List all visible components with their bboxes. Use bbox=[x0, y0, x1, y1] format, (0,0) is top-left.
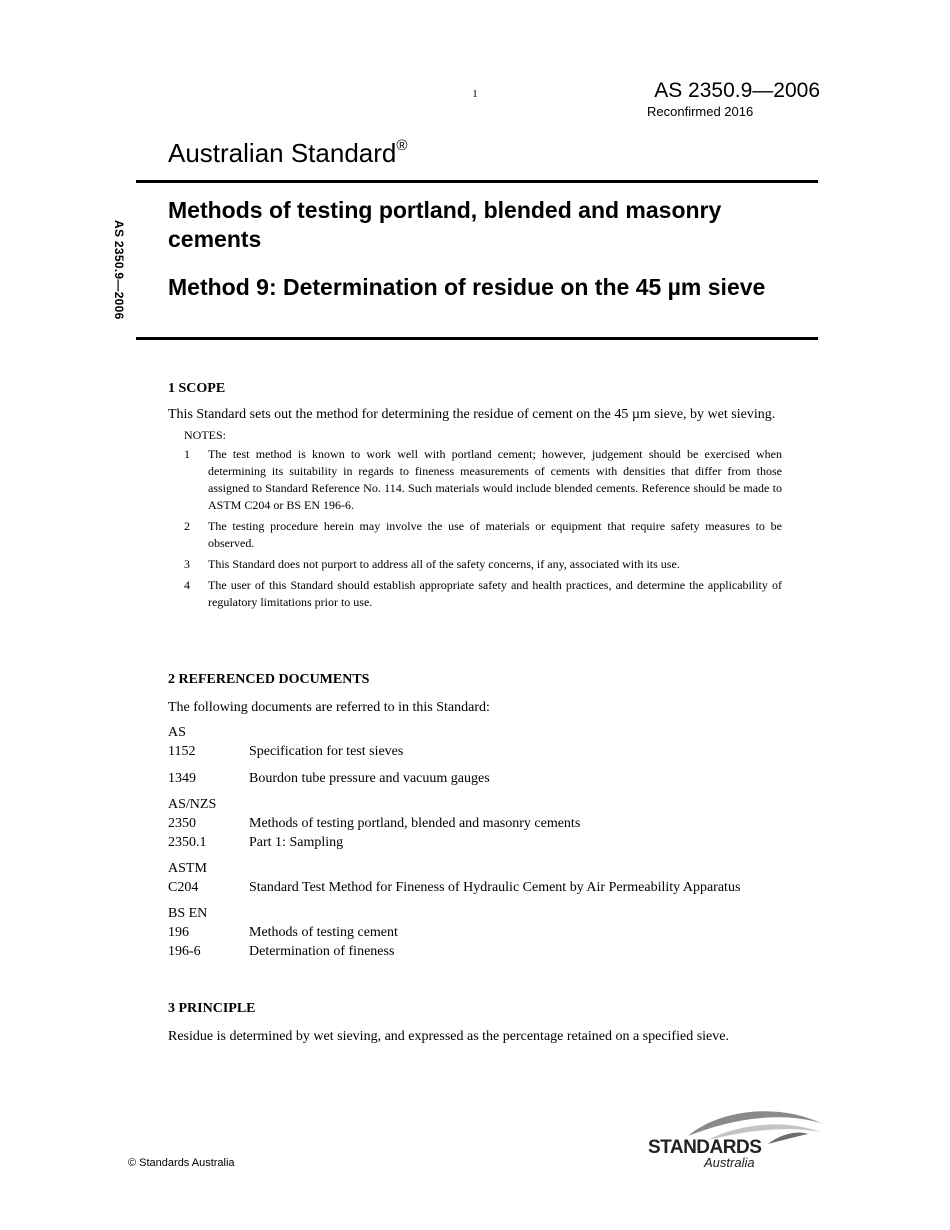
notes-label: NOTES: bbox=[184, 428, 226, 442]
reference-group bbox=[168, 723, 782, 761]
note-text: The testing procedure herein may involve the use of materials or equipment that require safety measures to be observed. bbox=[208, 519, 782, 550]
note-text: The user of this Standard should establish appropriate safety and health practices, and determine the applicability of regulatory limitations prior to use. bbox=[208, 578, 782, 609]
reference-group-label: AS bbox=[168, 725, 186, 740]
note-number: 2 bbox=[184, 519, 190, 533]
logo-text-standards: STANDARDS bbox=[648, 1137, 762, 1158]
reference-title: Bourdon tube pressure and vacuum gauges bbox=[249, 771, 490, 786]
reference-group-label: AS/NZS bbox=[168, 797, 217, 812]
note-item bbox=[184, 556, 782, 573]
reference-row bbox=[168, 742, 782, 761]
reference-title: Specification for test sieves bbox=[249, 744, 404, 759]
reference-row bbox=[168, 833, 782, 852]
reference-group bbox=[168, 859, 782, 897]
document-title: Methods of testing portland, blended and masonry cements bbox=[168, 197, 722, 252]
reference-code: 196 bbox=[168, 925, 189, 940]
page-number: 1 bbox=[472, 88, 478, 100]
document-code: AS 2350.9—2006 bbox=[654, 79, 820, 102]
logo-text-australia: Australia bbox=[704, 1155, 755, 1170]
principle-heading: 3 PRINCIPLE bbox=[168, 1001, 256, 1016]
reference-code: 1152 bbox=[168, 744, 196, 759]
reference-group-label: BS EN bbox=[168, 906, 208, 921]
reference-title: Methods of testing portland, blended and masonry cements bbox=[249, 816, 581, 831]
reference-title: Part 1: Sampling bbox=[249, 835, 344, 850]
reconfirmed-note: Reconfirmed 2016 bbox=[647, 104, 754, 119]
note-number: 3 bbox=[184, 557, 190, 571]
note-item bbox=[184, 577, 782, 611]
title-top-rule bbox=[136, 180, 818, 183]
reference-group bbox=[168, 904, 782, 961]
title-bottom-rule bbox=[136, 337, 818, 340]
reference-code: 2350 bbox=[168, 816, 196, 831]
reference-group bbox=[168, 795, 782, 852]
note-number: 1 bbox=[184, 447, 190, 461]
scope-section bbox=[168, 379, 782, 611]
standards-australia-logo bbox=[648, 1104, 828, 1174]
reference-row bbox=[168, 814, 782, 833]
reference-code: 2350.1 bbox=[168, 835, 207, 850]
copyright-notice: © Standards Australia bbox=[128, 1157, 235, 1169]
reference-row bbox=[168, 878, 782, 897]
references-intro: The following documents are referred to in this Standard: bbox=[168, 700, 490, 715]
reference-group bbox=[168, 769, 782, 788]
registered-mark: ® bbox=[396, 137, 408, 155]
principle-text: Residue is determined by wet sieving, and expressed as the percentage retained on a specified sieve. bbox=[168, 1029, 729, 1044]
note-item bbox=[184, 446, 782, 514]
scope-heading: 1 SCOPE bbox=[168, 381, 226, 396]
brand-text: Australian Standard bbox=[168, 138, 397, 168]
reference-code: 1349 bbox=[168, 771, 196, 786]
reference-title: Methods of testing cement bbox=[249, 925, 398, 940]
reference-title: Standard Test Method for Fineness of Hydraulic Cement by Air Permeability Apparatus bbox=[249, 880, 741, 895]
note-item bbox=[184, 518, 782, 552]
note-number: 4 bbox=[184, 578, 190, 592]
brand-title bbox=[168, 138, 407, 169]
note-text: This Standard does not purport to address all of the safety concerns, if any, associated with its use. bbox=[208, 557, 680, 571]
method-title: Method 9: Determination of residue on the 45 µm sieve bbox=[168, 274, 766, 300]
reference-row bbox=[168, 942, 782, 961]
reference-code: 196-6 bbox=[168, 944, 201, 959]
side-document-code: AS 2350.9—2006 bbox=[112, 220, 126, 320]
principle-section bbox=[168, 999, 782, 1046]
references-section bbox=[168, 670, 782, 961]
reference-code: C204 bbox=[168, 880, 199, 895]
reference-row bbox=[168, 769, 782, 788]
reference-row bbox=[168, 923, 782, 942]
reference-group-label: ASTM bbox=[168, 861, 207, 876]
scope-text: This Standard sets out the method for determining the residue of cement on the 45 µm sieve, by wet sieving. bbox=[168, 407, 776, 422]
references-heading: 2 REFERENCED DOCUMENTS bbox=[168, 672, 370, 687]
note-text: The test method is known to work well with portland cement; however, judgement should be exercised when determining its suitability in regards to fineness measurements of cements with densities that differ from those assigned to Standard Reference No. 114. Such materials would include blended cements. Reference should be made to ASTM C204 or BS EN 196-6. bbox=[208, 447, 782, 512]
scope-notes bbox=[184, 426, 782, 611]
reference-title: Determination of fineness bbox=[249, 944, 395, 959]
